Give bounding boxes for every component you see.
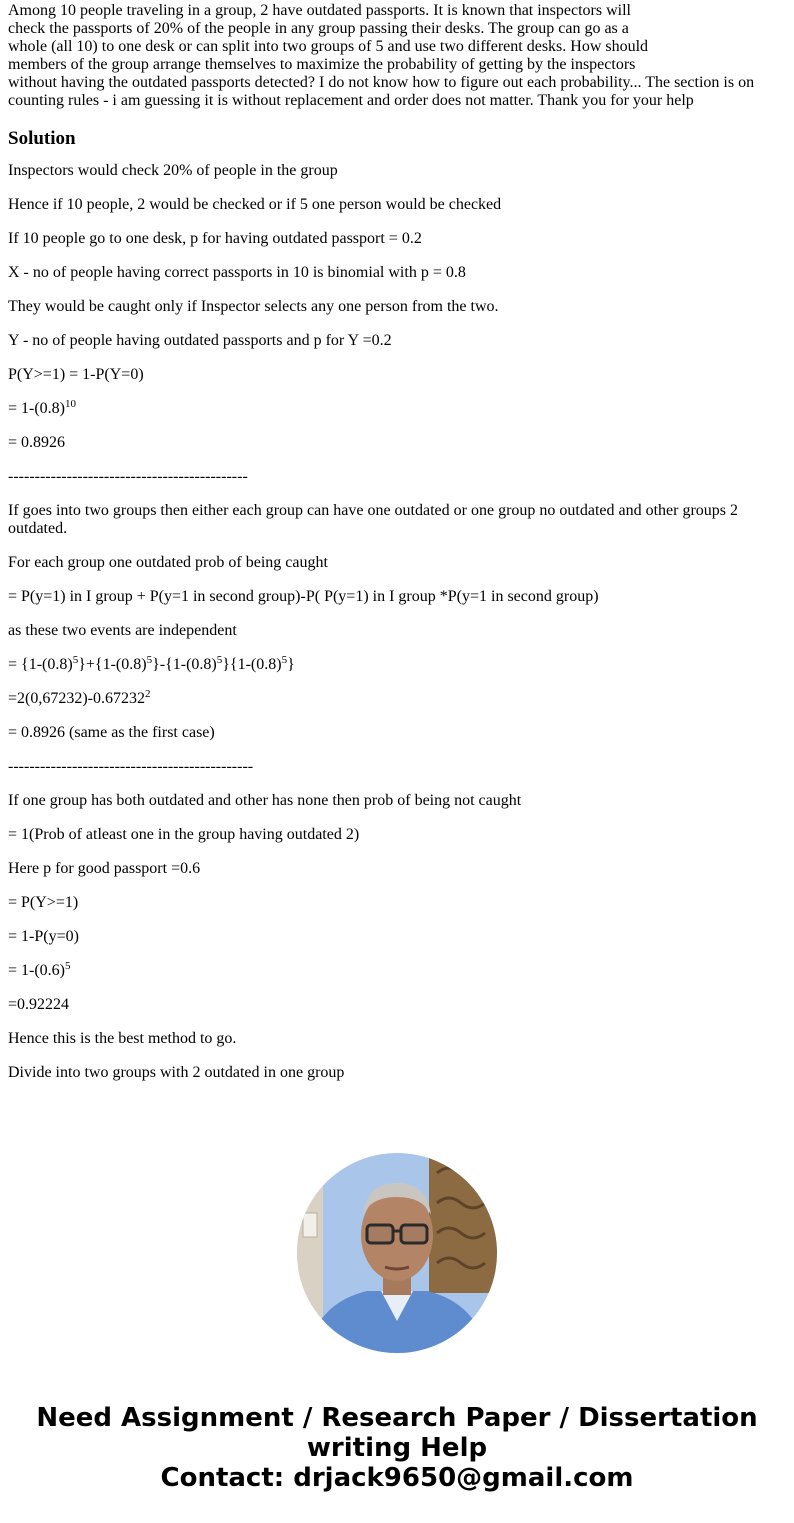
question-line: whole (all 10) to one desk or can split into two groups of 5 and use two different desks. How should — [8, 38, 649, 55]
tutor-photo — [297, 1153, 497, 1353]
question-line: without having the outdated passports detected? I do not know how to figure out each probability... The section is on — [8, 74, 755, 91]
question-line: Among 10 people traveling in a group, 2 have outdated passports. It is known that inspectors will — [8, 2, 631, 19]
solution-line: = 0.8926 (same as the first case) — [8, 724, 215, 741]
solution-line: Here p for good passport =0.6 — [8, 860, 201, 877]
solution-line: For each group one outdated prob of being caught — [8, 554, 328, 571]
solution-line: Inspectors would check 20% of people in the group — [8, 162, 338, 179]
formula-part: = {1-(0.8) — [8, 656, 73, 673]
solution-line: Divide into two groups with 2 outdated in one group — [8, 1064, 345, 1081]
exponent: 10 — [65, 398, 77, 410]
solution-line: P(Y>=1) = 1-P(Y=0) — [8, 366, 144, 383]
solution-line: =0.92224 — [8, 996, 70, 1013]
exponent: 5 — [72, 654, 79, 666]
exponent: 5 — [65, 960, 71, 972]
solution-line: They would be caught only if Inspector selects any one person from the two. — [8, 298, 499, 315]
solution-line: If one group has both outdated and other has none then prob of being not caught — [8, 792, 522, 809]
solution-line: = P(y=1) in I group + P(y=1 in second group)-P( P(y=1) in I group *P(y=1 in second group) — [8, 588, 599, 605]
solution-line: Y - no of people having outdated passports and p for Y =0.2 — [8, 332, 392, 349]
formula-line — [8, 690, 786, 708]
formula-part: }+{1-(0.8) — [78, 656, 147, 673]
question-line: counting rules - i am guessing it is without replacement and order does not matter. Thank you for your help — [8, 92, 694, 109]
formula-line — [8, 400, 786, 418]
exponent: 5 — [146, 654, 153, 666]
footer-contact: Contact: drjack9650@gmail.com — [160, 1463, 634, 1493]
formula-base: = 1-(0.6) — [8, 962, 66, 979]
solution-line: = 0.8926 — [8, 434, 66, 451]
solution-line: = 1-P(y=0) — [8, 928, 79, 945]
formula-base: = 1-(0.8) — [8, 400, 66, 417]
solution-line: X - no of people having correct passports in 10 is binomial with p = 0.8 — [8, 264, 466, 281]
formula-base: =2(0,67232)-0.67232 — [8, 690, 146, 707]
question-line: check the passports of 20% of the people in any group passing their desks. The group can go as a — [8, 20, 629, 37]
question-line: members of the group arrange themselves to maximize the probability of getting by the inspectors — [8, 56, 636, 73]
footer-line: writing Help — [306, 1433, 488, 1463]
formula-part: }{1-(0.8) — [222, 656, 282, 673]
solution-line: If 10 people go to one desk, p for having outdated passport = 0.2 — [8, 230, 422, 247]
solution-line: = P(Y>=1) — [8, 894, 79, 911]
separator: ---------------------------------------------- — [8, 758, 254, 775]
question-text — [8, 2, 786, 110]
formula-part: }-{1-(0.8) — [152, 656, 217, 673]
exponent: 5 — [281, 654, 288, 666]
solution-line: Hence this is the best method to go. — [8, 1030, 237, 1047]
formula-line — [8, 962, 786, 980]
footer-banner — [0, 1403, 794, 1493]
avatar — [297, 1153, 497, 1353]
solution-title: Solution — [8, 128, 76, 149]
exponent: 5 — [216, 654, 223, 666]
solution-line: as these two events are independent — [8, 622, 237, 639]
solution-line: Hence if 10 people, 2 would be checked or if 5 one person would be checked — [8, 196, 502, 213]
separator: --------------------------------------------- — [8, 468, 248, 485]
footer-line: Need Assignment / Research Paper / Dissertation — [36, 1403, 758, 1433]
formula-part: } — [287, 656, 295, 673]
solution-line: = 1(Prob of atleast one in the group having outdated 2) — [8, 826, 360, 843]
exponent: 2 — [145, 688, 151, 700]
solution-line: If goes into two groups then either each group can have one outdated or one group no outdated and other groups 2 outdated. — [8, 502, 739, 537]
formula-line — [8, 656, 786, 674]
